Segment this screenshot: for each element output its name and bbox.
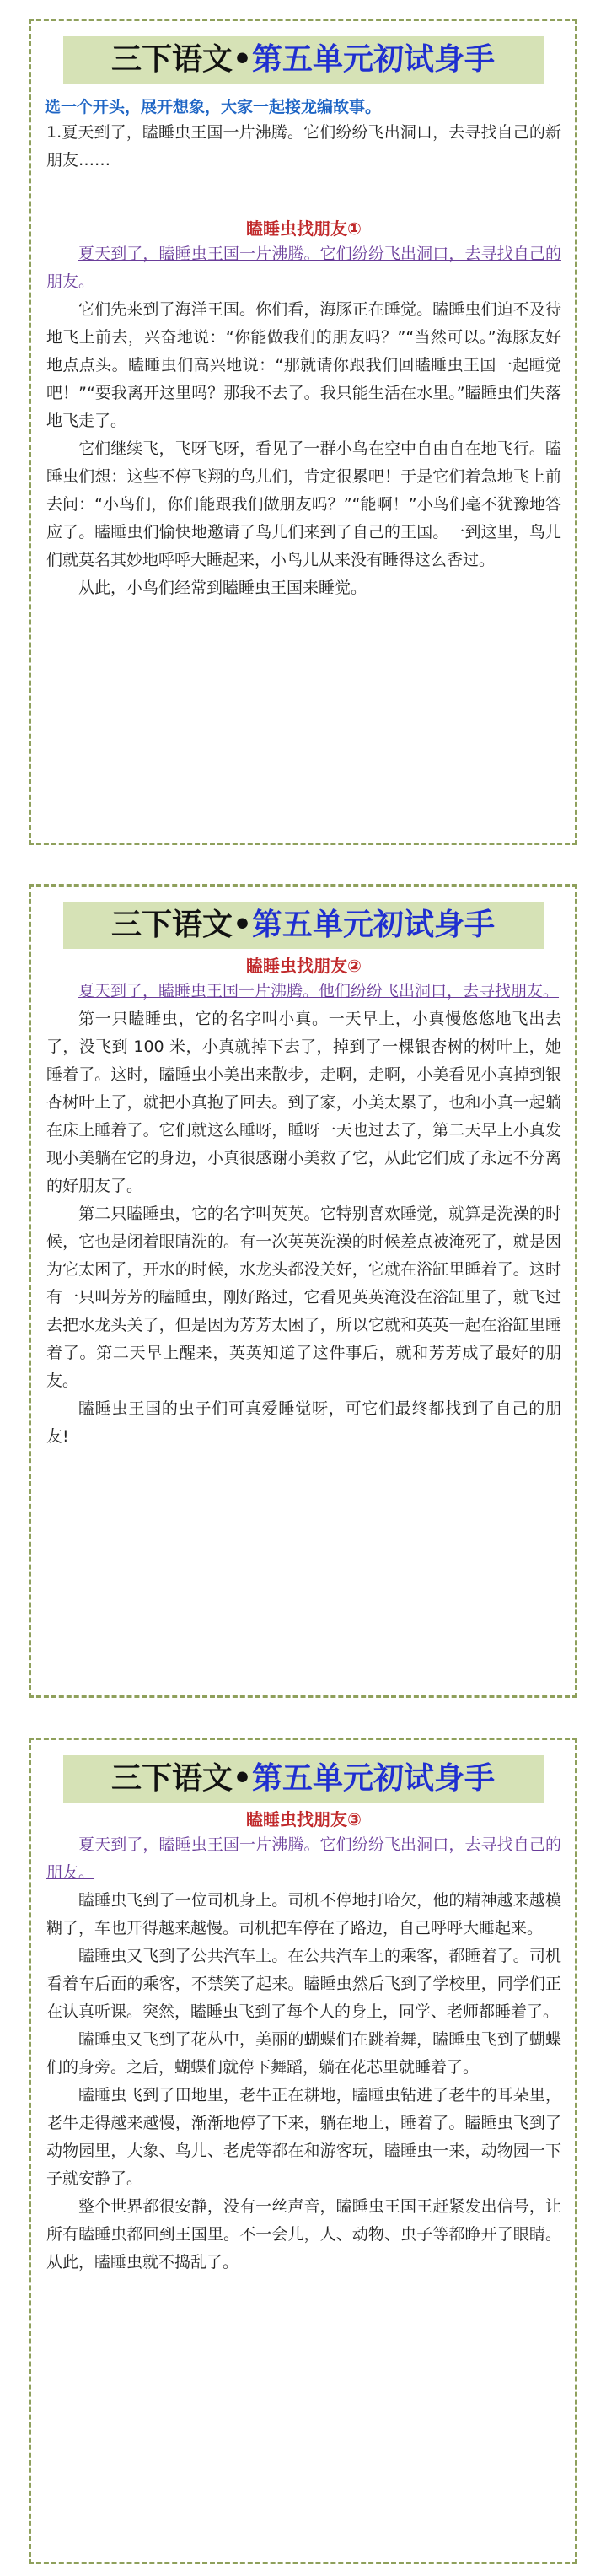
- story-paragraph: 第二只瞌睡虫，它的名字叫英英。它特别喜欢睡觉，就算是洗澡的时候，它也是闭着眼睛洗的。有一次英英洗澡的时候差点被淹死了，就是因为它太困了，开水的时候，水龙头都没关好，它就在浴缸里睡着了。这时有一只叫芳芳的瞌睡虫，刚好路过，它看见英英淹没在浴缸里了，就飞过去把水龙头关了，但是因为芳芳太困了，所以它就和英英一起在浴缸里睡着了。第二天早上醒来，英英知道了这件事后，就和芳芳成了最好的朋友。: [46, 1204, 561, 1390]
- story-card-2: [29, 884, 577, 1698]
- banner-unit-title: 第五单元初试身手: [252, 42, 496, 77]
- story-title: 瞌睡虫找朋友①: [246, 218, 362, 239]
- story-paragraph: 瞌睡虫又飞到了公共汽车上。在公共汽车上的乘客，都睡着了。司机看着车后面的乘客，不禁笑了起来。瞌睡虫然后飞到了学校里，同学们正在认真听课。突然，瞌睡虫飞到了每个人的身上，同学、老师都睡着了。: [46, 1947, 561, 2021]
- banner-unit-title: 第五单元初试身手: [252, 908, 496, 942]
- story-content: [31, 954, 575, 1451]
- banner-unit-title: 第五单元初试身手: [252, 1761, 496, 1796]
- story-paragraph: 从此，小鸟们经常到瞌睡虫王国来睡觉。: [78, 579, 367, 597]
- story-card-1: [29, 19, 577, 845]
- story-paragraph: 它们先来到了海洋王国。你们看，海豚正在睡觉。瞌睡虫们迫不及待地飞上前去，兴奋地说：“你能做我们的朋友吗？”“当然可以。”海豚友好地点点头。瞌睡虫们高兴地说：“那就请你跟我们回瞌睡虫王国一起睡觉吧！”“要我离开这里吗？那我不去了。我只能生活在水里。”瞌睡虫们失落地飞走了。: [46, 300, 561, 430]
- banner-grade-label: 三下语文•: [110, 908, 252, 942]
- banner-grade-label: 三下语文•: [110, 42, 252, 77]
- story-paragraph: 第一只瞌睡虫，它的名字叫小真。一天早上，小真慢悠悠地飞出去了，没飞到 100 米，小真就掉下去了，掉到了一棵银杏树的树叶上，她睡着了。这时，瞌睡虫小美出来散步，走啊，走啊，小美看见小真掉到银杏树叶上了，就把小真抱了回去。到了家，小美太累了，也和小真一起躺在床上睡着了。它们就这么睡呀，睡呀一天也过去了，第二天早上小真发现小美躺在它的身边，小真很感谢小美救了它，从此它们成了永远不分离的好朋友了。: [46, 1010, 561, 1195]
- story-paragraph: 瞌睡虫飞到了一位司机身上。司机不停地打哈欠，他的精神越来越模糊了，车也开得越来越慢。司机把车停在了路边，自己呼呼大睡起来。: [46, 1891, 561, 1937]
- story-paragraph: 瞌睡虫又飞到了花丛中，美丽的蝴蝶们在跳着舞，瞌睡虫飞到了蝴蝶们的身旁。之后，蝴蝶们就停下舞蹈，躺在花芯里就睡着了。: [46, 2030, 561, 2077]
- story-paragraph: 它们继续飞，飞呀飞呀，看见了一群小鸟在空中自由自在地飞行。瞌睡虫们想：这些不停飞翔的鸟儿们，肯定很累吧！于是它们着急地飞上前去问：“小鸟们，你们能跟我们做朋友吗？”“能啊！”小鸟们毫不犹豫地答应了。瞌睡虫们愉快地邀请了鸟儿们来到了自己的王国。一到这里，鸟儿们就莫名其妙地呼呼大睡起来，小鸟儿从来没有睡得这么香过。: [46, 439, 561, 569]
- card-banner: [63, 902, 544, 949]
- card-banner: [63, 1755, 544, 1803]
- story-paragraph: 瞌睡虫王国的虫子们可真爱睡觉呀，可它们最终都找到了自己的朋友!: [46, 1399, 561, 1446]
- story-opening: 夏天到了，瞌睡虫王国一片沸腾。它们纷纷飞出洞口，去寻找自己的朋友。: [46, 245, 561, 291]
- spacer: [46, 175, 561, 217]
- task-instruction: 选一个开头，展开想象，大家一起接龙编故事。: [45, 98, 382, 116]
- story-content: [31, 1808, 575, 2277]
- card-banner: [63, 36, 544, 84]
- story-title: 瞌睡虫找朋友②: [246, 956, 362, 976]
- banner-grade-label: 三下语文•: [110, 1761, 252, 1796]
- story-opening: 夏天到了，瞌睡虫王国一片沸腾。他们纷纷飞出洞口，去寻找朋友。: [78, 982, 560, 1000]
- story-card-3: [29, 1738, 577, 2564]
- story-title: 瞌睡虫找朋友③: [246, 1809, 362, 1830]
- story-opening: 夏天到了，瞌睡虫王国一片沸腾。它们纷纷飞出洞口，去寻找自己的朋友。: [46, 1835, 561, 1882]
- story-paragraph: 整个世界都很安静，没有一丝声音，瞌睡虫王国王赶紧发出信号，让所有瞌睡虫都回到王国里。不一会儿，人、动物、虫子等都睁开了眼睛。从此，瞌睡虫就不捣乱了。: [46, 2197, 561, 2272]
- story-content: [31, 119, 575, 602]
- story-paragraph: 瞌睡虫飞到了田地里，老牛正在耕地，瞌睡虫钻进了老牛的耳朵里，老牛走得越来越慢，渐渐地停了下来，躺在地上，睡着了。瞌睡虫飞到了动物园里，大象、鸟儿、老虎等都在和游客玩，瞌睡虫一来，动物园一下子就安静了。: [46, 2086, 561, 2188]
- story-prompt: 1.夏天到了，瞌睡虫王国一片沸腾。它们纷纷飞出洞口，去寻找自己的新朋友……: [46, 123, 561, 170]
